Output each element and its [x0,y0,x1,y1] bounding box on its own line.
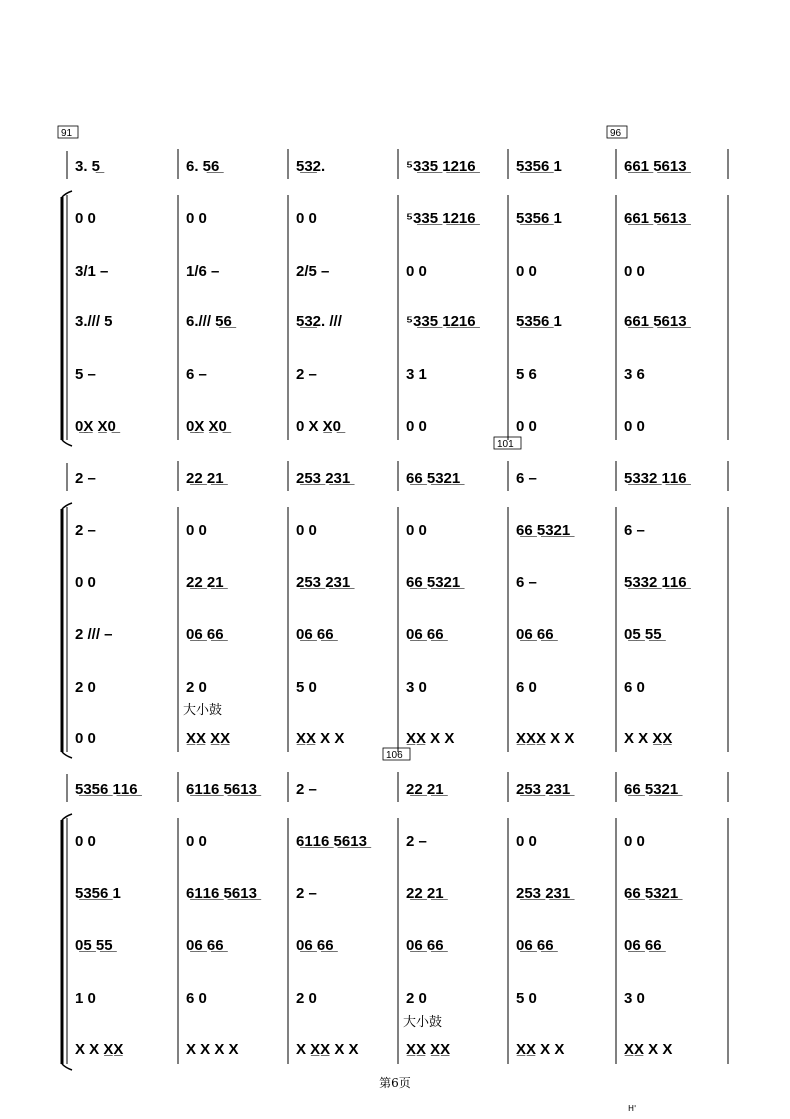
measure-notation: 0 0 [296,522,317,539]
measure-notation: 6̲6̲ 5̲3̲2̲1̲ [624,885,679,902]
measure-notation: 1 0 [75,990,96,1007]
measure-notation: 5̲3̲5̲6̲ 1 [75,885,121,902]
measure-notation: 2̲2̲ 2̲1̲ [186,574,224,591]
measure-notation: 2 – [296,885,317,902]
measure-notation: 5 6 [516,366,537,383]
measure-notation: 3 0 [406,679,427,696]
measure-notation: 5 – [75,366,96,383]
measure-notation: 2̲5̲3̲ 2̲3̲1̲ [296,470,351,487]
measure-notation: 6̲6̲ 5̲3̲2̲1̲ [406,574,461,591]
measure-notation: 3. 5̲ [75,158,101,175]
measure-notation: 0 0 [186,833,207,850]
measure-notation: ⁵3̲3̲5̲ 1̲2̲1̲6̲ [406,158,476,175]
measure-notation: 6 0 [186,990,207,1007]
measure-notation: 5 0 [516,990,537,1007]
measure-notation: X̲X̲ X̲X̲ [186,730,231,747]
measure-notation: 2 – [406,833,427,850]
measure-notation: X̲X̲ X̲X̲ [406,1041,451,1058]
measure-notation: 0̲5̲ 5̲5̲ [624,626,662,643]
measure-notation: 0̲6̲ 6̲6̲ [296,937,334,954]
measure-notation: X̲X̲ X X [516,1041,565,1058]
measure-notation: 2̲2̲ 2̲1̲ [406,781,444,798]
measure-notation: 0̲X̲ X̲0̲ [186,418,227,435]
measure-notation: 0 0 [406,522,427,539]
measure-notation: 0 0 [186,210,207,227]
measure-notation: 6̲6̲1̲ 5̲6̲1̲3̲ [624,158,687,175]
measure-notation: ⁵3̲3̲5̲ 1̲2̲1̲6̲ [406,210,476,227]
measure-notation: 0 0 [75,730,96,747]
measure-notation: 0̲6̲ 6̲6̲ [406,626,444,643]
measure-notation: 6. 5̲6̲ [186,158,220,175]
measure-notation: ⁵3̲3̲5̲ 1̲2̲1̲6̲ [406,313,476,330]
measure-notation: 0 0 [516,418,537,435]
measure-notation: 3/1 – [75,263,109,280]
measure-notation: X X̲X̲ X X [296,1041,359,1058]
measure-notation: 1/6 – [186,263,220,280]
measure-notation: 2 /// – [75,626,113,643]
rehearsal-number: 101 [497,439,514,450]
measure-notation: 0̲6̲ 6̲6̲ [624,937,662,954]
measure-notation: 5̲3̲5̲6̲ 1 [516,158,562,175]
measure-notation: 2 – [75,522,96,539]
measure-notation: X X X̲X̲ [624,730,673,747]
measure-notation: 6̲6̲1̲ 5̲6̲1̲3̲ [624,313,687,330]
rehearsal-number: 106 [386,750,403,761]
measure-notation: 0̲6̲ 6̲6̲ [296,626,334,643]
measure-notation: X̲X̲ X X [406,730,455,747]
measure-notation: 0̲5̲ 5̲5̲ [75,937,113,954]
rehearsal-number: 91 [61,128,73,139]
measure-notation: 6̲6̲ 5̲3̲2̲1̲ [406,470,461,487]
measure-notation: 0 0 [624,418,645,435]
measure-notation: 5̲3̲5̲6̲ 1̲1̲6̲ [75,781,138,798]
measure-notation: 6̲1̲1̲6̲ 5̲6̲1̲3̲ [186,885,257,902]
measure-notation: 6̲1̲1̲6̲ 5̲6̲1̲3̲ [296,833,367,850]
measure-notation: 3 6 [624,366,645,383]
measure-notation: 2/5 – [296,263,330,280]
measure-notation: 0 0 [75,833,96,850]
measure-notation: 5̲3̲3̲2̲ 1̲1̲6̲ [624,574,687,591]
measure-notation: 0 0 [624,263,645,280]
rehearsal-number: 96 [610,128,622,139]
measure-notation: X̲X̲ X X [296,730,345,747]
measure-notation: 2̲2̲ 2̲1̲ [406,885,444,902]
measure-notation: 6̲6̲ 5̲3̲2̲1̲ [624,781,679,798]
measure-notation: 6 0 [624,679,645,696]
measure-notation: 2 – [75,470,96,487]
page-number: 第6页 [379,1076,411,1090]
measure-notation: 6 – [624,522,645,539]
measure-notation: 0 0 [624,833,645,850]
measure-notation: 2̲5̲3̲ 2̲3̲1̲ [516,781,571,798]
measure-notation: 5̲3̲3̲2̲ 1̲1̲6̲ [624,470,687,487]
measure-notation: 3./// 5 [75,313,113,330]
measure-notation: 5̲3̲2. /// [296,313,342,330]
measure-notation: 6 – [186,366,207,383]
measure-notation: 6 – [516,470,537,487]
measure-notation: 3 0 [624,990,645,1007]
measure-notation: 0̲6̲ 6̲6̲ [186,937,224,954]
measure-notation: 2 0 [75,679,96,696]
measure-notation: 2 – [296,781,317,798]
measure-notation: 2 0 [296,990,317,1007]
measure-notation: 6̲6̲1̲ 5̲6̲1̲3̲ [624,210,687,227]
measure-notation: 0̲6̲ 6̲6̲ [186,626,224,643]
measure-notation: 5 0 [296,679,317,696]
measure-notation: 0̲6̲ 6̲6̲ [516,626,554,643]
measure-notation: 0 0 [296,210,317,227]
bracket-bottom-curl [62,1064,72,1070]
measure-notation: 0̲6̲ 6̲6̲ [406,937,444,954]
measure-notation: 2̲5̲3̲ 2̲3̲1̲ [296,574,351,591]
measure-notation: 0 0 [516,833,537,850]
measure-notation: 0 0 [75,574,96,591]
measure-notation: 6 0 [516,679,537,696]
measure-notation: 5̲3̲5̲6̲ 1 [516,313,562,330]
measure-notation: 6̲6̲ 5̲3̲2̲1̲ [516,522,571,539]
measure-notation: 2̲5̲3̲ 2̲3̲1̲ [516,885,571,902]
measure-notation: X X X̲X̲ [75,1041,124,1058]
measure-notation: 0 0 [75,210,96,227]
measure-notation: 2 – [296,366,317,383]
measure-notation: 0̲X̲ X̲0̲ [75,418,116,435]
measure-notation: 0 X X̲0̲ [296,418,342,435]
measure-notation: X̲X̲X̲ X X [516,730,575,747]
measure-notation: 0 0 [186,522,207,539]
measure-notation: X̲X̲ X X [624,1041,673,1058]
instrument-label: 大小鼓 [183,702,223,717]
measure-notation: 2 0 [186,679,207,696]
bracket-bottom-curl [62,752,72,758]
measure-notation: 3 1 [406,366,427,383]
corner-mark: H' [628,1104,637,1113]
instrument-label: 大小鼓 [403,1014,443,1029]
measure-notation: 2̲2̲ 2̲1̲ [186,470,224,487]
measure-notation: 6./// 5̲6̲ [186,313,232,330]
measure-notation: 6̲1̲1̲6̲ 5̲6̲1̲3̲ [186,781,257,798]
bracket-bottom-curl [62,440,72,446]
measure-notation: 6 – [516,574,537,591]
measure-notation: X X X X [186,1041,239,1058]
measure-notation: 0 0 [406,418,427,435]
measure-notation: 5̲3̲2. [296,158,326,175]
measure-notation: 0 0 [516,263,537,280]
measure-notation: 0 0 [406,263,427,280]
measure-notation: 5̲3̲5̲6̲ 1 [516,210,562,227]
measure-notation: 0̲6̲ 6̲6̲ [516,937,554,954]
measure-notation: 2 0 [406,990,427,1007]
